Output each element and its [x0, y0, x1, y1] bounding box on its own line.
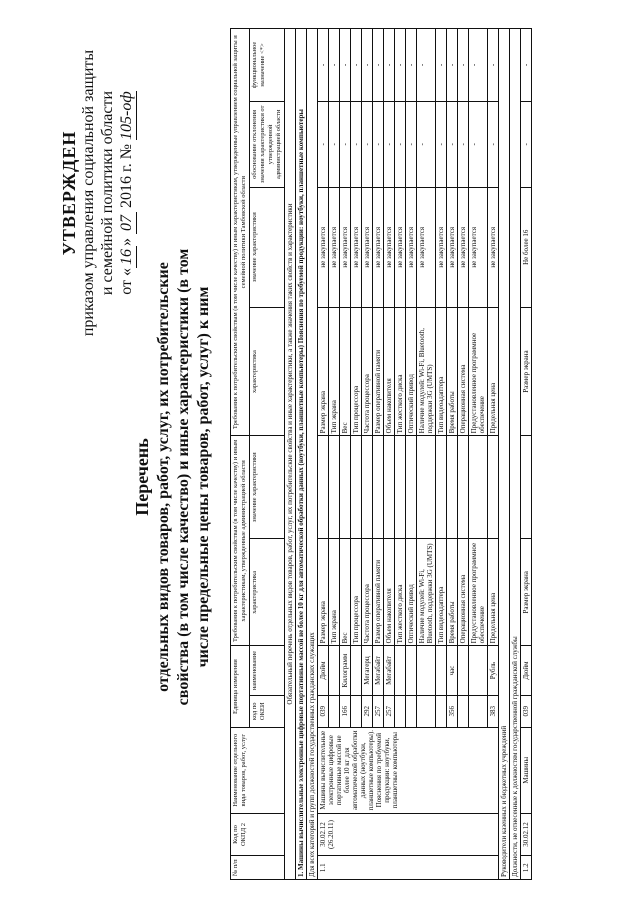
justify-cell: -: [436, 102, 447, 188]
char-gov: Объем накопителя: [384, 539, 395, 646]
func-cell: -: [362, 29, 373, 102]
hdr-justify: обоснование отклонения значения характеристики от утвержденной администрацией области: [250, 102, 285, 188]
unit-name: Мегагерц: [362, 646, 373, 695]
char-dept: Тип процессора: [351, 307, 362, 436]
value-gov: [395, 436, 406, 539]
value-dept: не закупается: [340, 187, 351, 307]
func-cell: -: [395, 29, 406, 102]
char-gov: Тип экрана: [329, 539, 340, 646]
hdr-char: характеристика: [250, 539, 285, 646]
group-other: Должности, не отнесенные к должностям государственной гражданской службы: [510, 29, 521, 880]
value-gov: [362, 436, 373, 539]
unit-name: [329, 646, 340, 695]
unit-code: 039: [318, 695, 329, 727]
char-gov: Предустановленное программное обеспечение: [469, 539, 488, 646]
char-gov: Предельная цена: [488, 539, 499, 646]
char-dept: Вес: [340, 307, 351, 436]
unit-code: 166: [340, 695, 351, 727]
value-dept: не закупается: [447, 187, 458, 307]
justify-cell: -: [417, 102, 436, 188]
unit-name: Мегабайт: [373, 646, 384, 695]
products-table: [230, 28, 532, 880]
func-cell: -: [488, 29, 499, 102]
char-gov: Частота процессора: [362, 539, 373, 646]
char-gov: Размер экрана: [318, 539, 329, 646]
value-gov: [318, 436, 329, 539]
func-cell: -: [329, 29, 340, 102]
date-prefix: от «: [118, 267, 135, 295]
func-cell: -: [417, 29, 436, 102]
hdr-req-dept: Требования к потребительским свойствам (в том числе качеству) и иным характеристикам, утвержденные управлением социальной защиты и семейной политики Тамбовской области: [231, 29, 250, 436]
char-dept: Время работы: [447, 307, 458, 436]
value-gov: [417, 436, 436, 539]
unit-name: [469, 646, 488, 695]
approval-line1: приказом управления социальной защиты: [80, 49, 97, 337]
item2-value-gov: [521, 436, 532, 539]
value-dept: не закупается: [417, 187, 436, 307]
value-dept: не закупается: [436, 187, 447, 307]
item2-justify: -: [521, 102, 532, 188]
rotated-page: [20, 22, 620, 882]
unit-name: [395, 646, 406, 695]
unit-name: Рубль: [488, 646, 499, 695]
title-line3: свойства (в том числе качество) и иные характеристики (в том: [175, 248, 192, 706]
item2-char-dept: Размер экрана: [521, 307, 532, 436]
item2-okpd: 30.02.12: [521, 813, 532, 856]
justify-cell: -: [340, 102, 351, 188]
title-line2: отдельных видов товаров, работ, услуг, их потребительские: [155, 262, 172, 692]
section-1: 1. Машины вычислительные электронные цифровые портативные массой не более 10 кг для автоматической обработки данных (ноутбуки, планшетные компьютеры) Пояснения по требуемой продукции: ноутбуки, планшетные компьютеры: [296, 29, 307, 880]
justify-cell: -: [329, 102, 340, 188]
hdr-unit-name: наименование: [250, 646, 285, 695]
value-gov: [340, 436, 351, 539]
char-dept: Тип жесткого диска: [395, 307, 406, 436]
char-gov: Вес: [340, 539, 351, 646]
group-all: Для всех категорий и групп должностей государственных гражданских служащих: [307, 29, 318, 880]
justify-cell: -: [447, 102, 458, 188]
approval-line2: и семейной политики области: [99, 90, 116, 296]
hdr-unit: Единица измерения: [231, 646, 250, 727]
table-row: [318, 29, 329, 880]
hdr-name: Наименование отдельного вида товаров, работ, услуг: [231, 727, 285, 813]
value-dept: не закупается: [329, 187, 340, 307]
char-gov: Тип видеоадаптера: [436, 539, 447, 646]
justify-cell: -: [488, 102, 499, 188]
value-dept: не закупается: [351, 187, 362, 307]
item2-num: 1.2: [521, 856, 532, 880]
title-line1: Перечень: [132, 438, 152, 516]
mandatory-note: Обязательный перечень отдельных видов товаров, работ, услуг, их потребительские свойства и иные характеристики, а также значения таких свойств и характеристики: [285, 29, 296, 880]
item2-value-dept: Не более 16: [521, 187, 532, 307]
char-gov: Наличие модулей: Wi-Fi, Bluetooth, поддержки 3G (UMTS): [417, 539, 436, 646]
unit-code: 292: [362, 695, 373, 727]
unit-name: Дюйм: [318, 646, 329, 695]
func-cell: -: [373, 29, 384, 102]
unit-code: [469, 695, 488, 727]
value-gov: [329, 436, 340, 539]
func-cell: -: [458, 29, 469, 102]
justify-cell: -: [373, 102, 384, 188]
value-dept: не закупается: [406, 187, 417, 307]
value-gov: [351, 436, 362, 539]
char-dept: Наличие модулей: Wi-Fi, Bluetooth, поддержки 3G (UMTS): [417, 307, 436, 436]
unit-code: [395, 695, 406, 727]
char-dept: Тип видеоадаптера: [436, 307, 447, 436]
item-okpd: 30.02.12 (26.20.11): [318, 813, 499, 856]
item2-unit-code: 039: [521, 695, 532, 727]
approval-block: [60, 28, 137, 358]
justify-cell: -: [395, 102, 406, 188]
func-cell: -: [318, 29, 329, 102]
date-year: 2016 г. №: [118, 143, 135, 208]
unit-code: 383: [488, 695, 499, 727]
hdr-char2: характеристика: [250, 307, 285, 436]
hdr-unit-code: код по ОКЕИ: [250, 695, 285, 727]
unit-name: [436, 646, 447, 695]
item2-func: -: [521, 29, 532, 102]
justify-cell: -: [362, 102, 373, 188]
unit-code: [351, 695, 362, 727]
unit-code: 257: [384, 695, 395, 727]
value-gov: [384, 436, 395, 539]
value-gov: [436, 436, 447, 539]
char-gov: Время работы: [447, 539, 458, 646]
unit-name: [351, 646, 362, 695]
unit-name: час: [447, 646, 458, 695]
value-gov: [488, 436, 499, 539]
item2-unit-name: Дюйм: [521, 646, 532, 695]
unit-name: Мегабайт: [384, 646, 395, 695]
unit-name: Килограмм: [340, 646, 351, 695]
value-dept: не закупается: [384, 187, 395, 307]
unit-name: [458, 646, 469, 695]
value-dept: не закупается: [362, 187, 373, 307]
func-cell: -: [406, 29, 417, 102]
char-gov: Тип процессора: [351, 539, 362, 646]
value-gov: [373, 436, 384, 539]
value-dept: не закупается: [395, 187, 406, 307]
unit-code: [329, 695, 340, 727]
char-dept: Объем накопителя: [384, 307, 395, 436]
func-cell: -: [436, 29, 447, 102]
justify-cell: -: [351, 102, 362, 188]
hdr-req-gov: Требования к потребительским свойствам (в том числе качеству) и иным характеристикам, утвержденные администрацией области: [231, 436, 250, 646]
char-dept: Операционная система: [458, 307, 469, 436]
date-month: 07: [117, 212, 137, 234]
hdr-okpd: Код по ОКПД 2: [231, 813, 285, 856]
char-dept: Тип экрана: [329, 307, 340, 436]
hdr-value: значение характеристики: [250, 436, 285, 539]
func-cell: -: [351, 29, 362, 102]
func-cell: -: [340, 29, 351, 102]
value-gov: [447, 436, 458, 539]
hdr-func: функциональное назначение <*>: [250, 29, 285, 102]
group-heads: Руководители казенных и бюджетных учреждений: [499, 29, 510, 880]
value-dept: не закупается: [373, 187, 384, 307]
justify-cell: -: [469, 102, 488, 188]
char-dept: Частота процессора: [362, 307, 373, 436]
item2-char-gov: Размер экрана: [521, 539, 532, 646]
char-dept: Предельная цена: [488, 307, 499, 436]
value-gov: [406, 436, 417, 539]
value-gov: [469, 436, 488, 539]
date-quote: »: [118, 237, 135, 246]
hdr-value2: значение характеристики: [250, 187, 285, 307]
approval-heading: УТВЕРЖДЕН: [59, 130, 79, 256]
title-line4: числе предельные цены товаров, работ, услуг) к ним: [195, 286, 212, 668]
func-cell: -: [469, 29, 488, 102]
unit-code: [458, 695, 469, 727]
unit-code: [436, 695, 447, 727]
char-gov: Размер оперативной памяти: [373, 539, 384, 646]
item-num: 1.1: [318, 856, 499, 880]
order-number: 105-оф: [118, 91, 135, 140]
char-gov: Оптический привод: [406, 539, 417, 646]
unit-code: [417, 695, 436, 727]
char-dept: Оптический привод: [406, 307, 417, 436]
unit-code: 356: [447, 695, 458, 727]
item2-name: Машины: [521, 727, 532, 813]
unit-code: 257: [373, 695, 384, 727]
char-gov: Операционная система: [458, 539, 469, 646]
justify-cell: -: [406, 102, 417, 188]
justify-cell: -: [384, 102, 395, 188]
unit-code: [406, 695, 417, 727]
unit-name: [417, 646, 436, 695]
table-row: [521, 29, 532, 880]
item-name: Машины вычислительные электронные цифровые портативные массой не более 10 кг для автоматической обработки данных (ноутбуки, планшетные компьютеры). Пояснения по требуемой продукции: ноутбуки, планшетные компьютеры: [318, 727, 499, 813]
value-dept: не закупается: [458, 187, 469, 307]
func-cell: -: [384, 29, 395, 102]
document-title: [132, 172, 214, 782]
unit-name: [406, 646, 417, 695]
justify-cell: -: [458, 102, 469, 188]
justify-cell: -: [318, 102, 329, 188]
hdr-num: № п/п: [231, 856, 285, 880]
value-gov: [458, 436, 469, 539]
char-dept: Предустановленное программное обеспечение: [469, 307, 488, 436]
value-dept: не закупается: [488, 187, 499, 307]
char-gov: Тип жесткого диска: [395, 539, 406, 646]
char-dept: Размер экрана: [318, 307, 329, 436]
func-cell: -: [447, 29, 458, 102]
value-dept: не закупается: [469, 187, 488, 307]
value-dept: не закупается: [318, 187, 329, 307]
char-dept: Размер оперативной памяти: [373, 307, 384, 436]
date-day: 16: [117, 246, 137, 268]
